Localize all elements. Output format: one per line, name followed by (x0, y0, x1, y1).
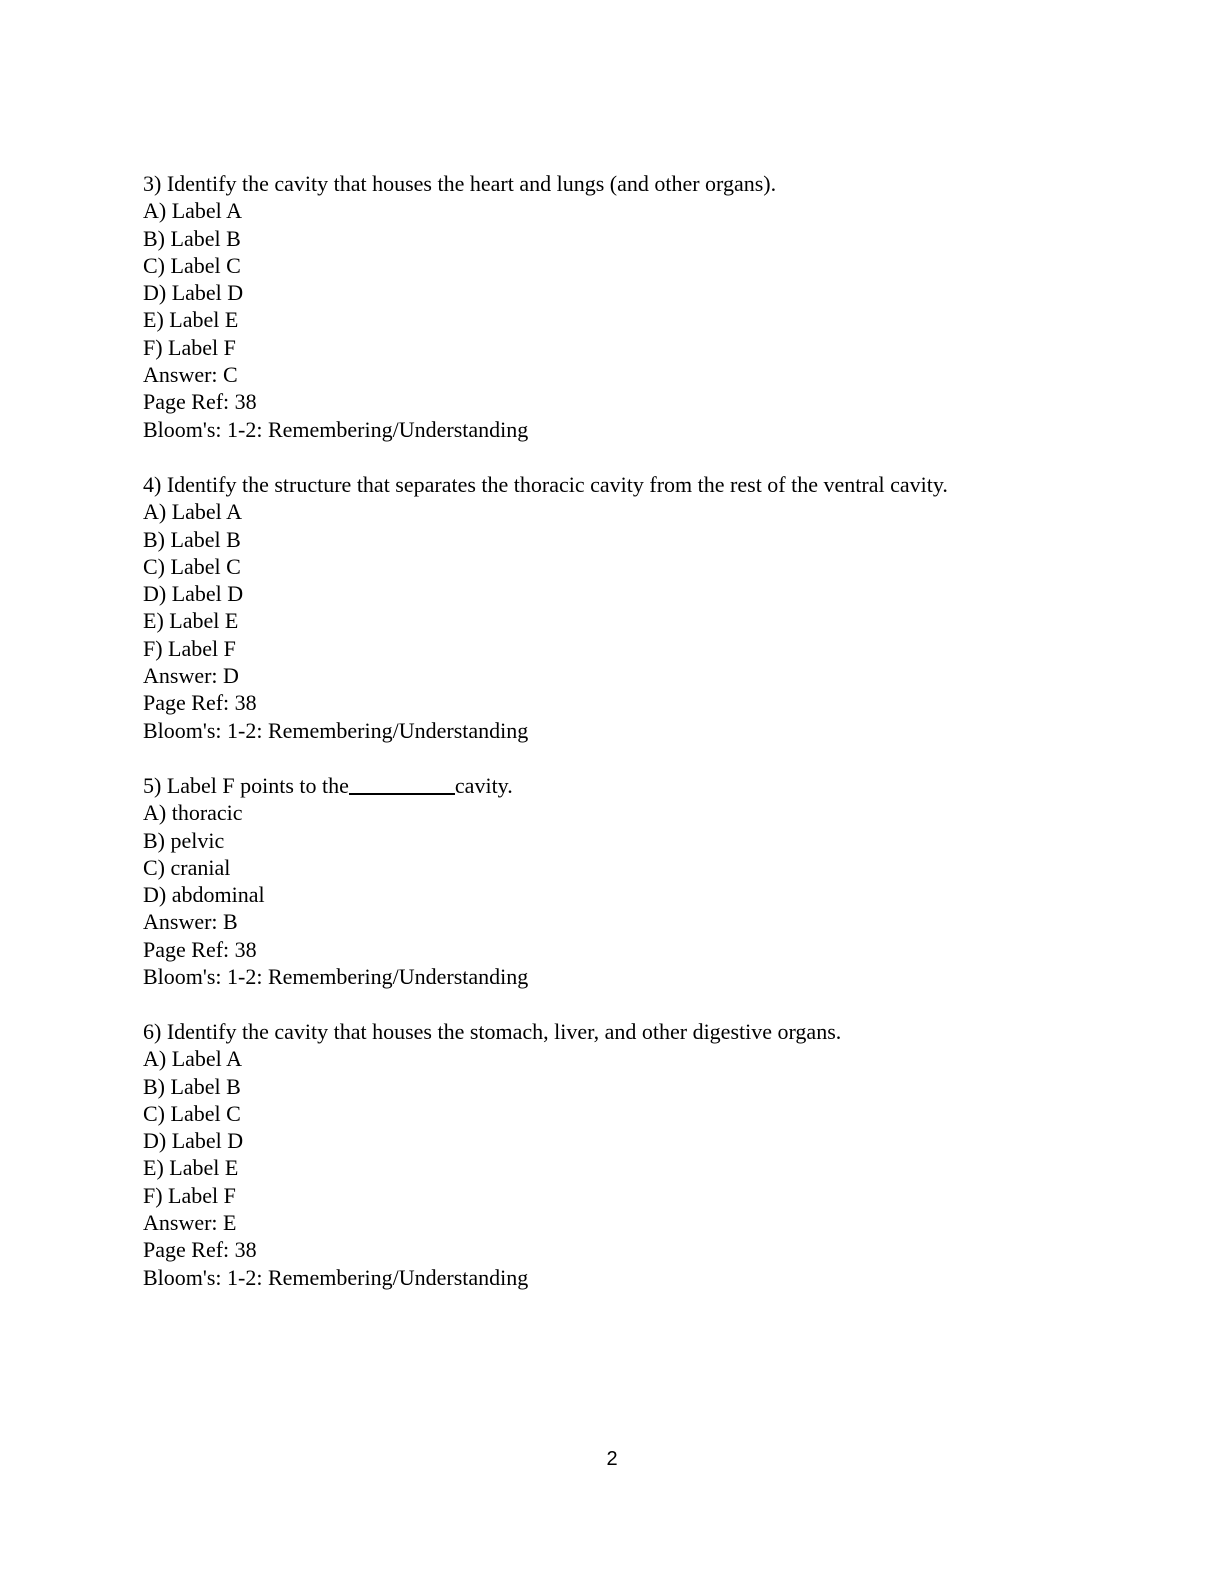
page-ref: Page Ref: 38 (143, 389, 257, 415)
fill-in-blank (349, 775, 455, 795)
blooms-level: Bloom's: 1-2: Remembering/Understanding (143, 717, 529, 743)
option-b: B) Label B (143, 1073, 241, 1099)
answer: Answer: B (143, 909, 238, 935)
answer: Answer: D (143, 663, 239, 689)
question-stem: 3) Identify the cavity that houses the heart and lungs (and other organs). (143, 171, 777, 196)
page-ref: Page Ref: 38 (143, 1237, 257, 1263)
option-c: C) Label C (143, 252, 241, 278)
option-c: C) cranial (143, 854, 231, 880)
option-b: B) pelvic (143, 827, 225, 853)
question-3 (143, 170, 1103, 443)
option-e: E) Label E (143, 608, 239, 634)
option-b: B) Label B (143, 225, 241, 251)
answer: Answer: C (143, 362, 238, 388)
option-c: C) Label C (143, 1100, 241, 1126)
answer: Answer: E (143, 1210, 237, 1236)
page-ref: Page Ref: 38 (143, 936, 257, 962)
page-number: 2 (606, 1448, 618, 1470)
option-d: D) abdominal (143, 882, 265, 908)
option-d: D) Label D (143, 581, 244, 607)
option-e: E) Label E (143, 307, 239, 333)
option-d: D) Label D (143, 280, 244, 306)
question-stem: 4) Identify the structure that separates the thoracic cavity from the rest of the ventral cavity. (143, 472, 948, 497)
option-c: C) Label C (143, 553, 241, 579)
question-5 (143, 772, 1103, 990)
question-stem (143, 772, 1103, 799)
option-f: F) Label F (143, 334, 236, 360)
question-stem: 6) Identify the cavity that houses the stomach, liver, and other digestive organs. (143, 1019, 842, 1044)
option-e: E) Label E (143, 1155, 239, 1181)
blooms-level: Bloom's: 1-2: Remembering/Understanding (143, 964, 529, 990)
blooms-level: Bloom's: 1-2: Remembering/Understanding (143, 416, 529, 442)
blooms-level: Bloom's: 1-2: Remembering/Understanding (143, 1264, 529, 1290)
option-a: A) Label A (143, 1046, 242, 1072)
question-stem-before: 5) Label F points to the (143, 773, 349, 798)
question-stem-after: cavity. (454, 773, 513, 798)
question-6 (143, 1018, 1103, 1291)
option-a: A) thoracic (143, 800, 243, 826)
option-b: B) Label B (143, 526, 241, 552)
option-a: A) Label A (143, 198, 242, 224)
option-f: F) Label F (143, 1182, 236, 1208)
option-d: D) Label D (143, 1128, 244, 1154)
option-f: F) Label F (143, 635, 236, 661)
question-4 (143, 471, 1103, 744)
page-ref: Page Ref: 38 (143, 690, 257, 716)
option-a: A) Label A (143, 499, 242, 525)
